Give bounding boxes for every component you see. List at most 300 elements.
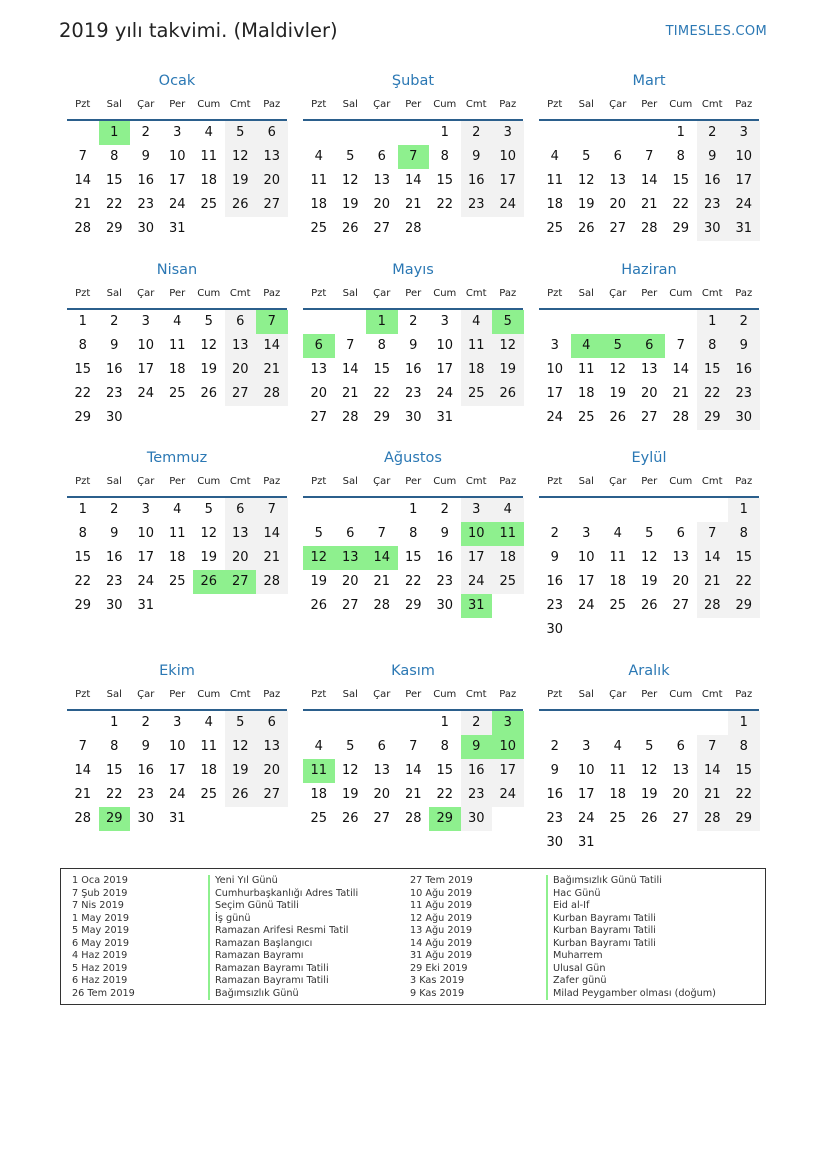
day: 15 bbox=[373, 362, 391, 377]
month-name: Şubat bbox=[391, 73, 435, 89]
day: 14 bbox=[404, 763, 422, 778]
day: 3 bbox=[550, 338, 559, 353]
day: 29 bbox=[672, 221, 690, 236]
day: 30 bbox=[703, 221, 721, 236]
day: 28 bbox=[341, 410, 359, 425]
day: 18 bbox=[168, 550, 186, 565]
day: 29 bbox=[735, 598, 753, 613]
day: 19 bbox=[310, 574, 328, 589]
weekday-label: Pzt bbox=[75, 99, 91, 110]
holiday-day: 5 bbox=[492, 310, 524, 334]
day: 6 bbox=[236, 502, 245, 517]
weekday-label: Sal bbox=[578, 288, 594, 299]
weekday-label: Çar bbox=[609, 99, 627, 110]
day: 22 bbox=[735, 787, 753, 802]
day: 15 bbox=[672, 173, 690, 188]
day: 2 bbox=[409, 314, 418, 329]
day: 24 bbox=[499, 197, 517, 212]
day: 13 bbox=[373, 763, 391, 778]
weekday-label: Paz bbox=[263, 99, 281, 110]
day: 24 bbox=[137, 574, 155, 589]
weekday-label: Cum bbox=[433, 99, 457, 110]
day: 16 bbox=[137, 173, 155, 188]
day: 3 bbox=[173, 715, 182, 730]
day: 10 bbox=[735, 149, 753, 164]
day: 25 bbox=[467, 386, 485, 401]
day: 7 bbox=[708, 739, 717, 754]
day: 29 bbox=[703, 410, 721, 425]
day: 8 bbox=[110, 739, 119, 754]
day: 29 bbox=[404, 598, 422, 613]
day: 5 bbox=[204, 502, 213, 517]
day: 18 bbox=[609, 574, 627, 589]
weekday-label: Cmt bbox=[465, 288, 487, 299]
day: 11 bbox=[310, 173, 328, 188]
legend-date: 9 Kas 2019 bbox=[410, 987, 465, 999]
day: 10 bbox=[436, 338, 454, 353]
day: 18 bbox=[200, 763, 218, 778]
day: 7 bbox=[645, 149, 654, 164]
holiday-day: 1 bbox=[366, 310, 398, 334]
day: 31 bbox=[168, 811, 186, 826]
weekday-header bbox=[539, 476, 759, 490]
day: 26 bbox=[310, 598, 328, 613]
day: 16 bbox=[546, 574, 564, 589]
weekday-label: Pzt bbox=[311, 689, 327, 700]
day: 14 bbox=[703, 763, 721, 778]
day: 5 bbox=[582, 149, 591, 164]
day: 15 bbox=[74, 550, 92, 565]
day: 21 bbox=[672, 386, 690, 401]
legend-holiday-name: Bağımsızlık Günü bbox=[208, 988, 299, 1001]
day: 8 bbox=[78, 338, 87, 353]
weekday-label: Cum bbox=[197, 476, 221, 487]
day: 28 bbox=[404, 811, 422, 826]
day: 23 bbox=[467, 197, 485, 212]
weekday-label: Sal bbox=[342, 288, 358, 299]
day: 25 bbox=[499, 574, 517, 589]
day: 9 bbox=[739, 338, 748, 353]
day: 20 bbox=[640, 386, 658, 401]
day: 19 bbox=[200, 362, 218, 377]
holiday-day: 26 bbox=[193, 570, 225, 594]
weekday-label: Per bbox=[405, 288, 422, 299]
weekday-label: Paz bbox=[499, 689, 517, 700]
day: 25 bbox=[200, 197, 218, 212]
weekday-label: Cmt bbox=[229, 476, 251, 487]
day: 18 bbox=[200, 173, 218, 188]
weekday-label: Çar bbox=[609, 689, 627, 700]
day: 20 bbox=[310, 386, 328, 401]
legend-date: 26 Tem 2019 bbox=[72, 987, 135, 999]
day: 30 bbox=[546, 835, 564, 850]
legend-date: 7 Şub 2019 bbox=[72, 887, 128, 899]
month-name: Ekim bbox=[159, 663, 195, 679]
day: 21 bbox=[263, 362, 281, 377]
day: 21 bbox=[703, 787, 721, 802]
day: 10 bbox=[168, 149, 186, 164]
day: 26 bbox=[640, 598, 658, 613]
legend-holiday-name: Ramazan Arifesi Resmi Tatil bbox=[208, 925, 349, 938]
day: 1 bbox=[409, 502, 418, 517]
weekday-label: Cum bbox=[197, 288, 221, 299]
day: 11 bbox=[200, 149, 218, 164]
holiday-day: 14 bbox=[366, 546, 398, 570]
day: 20 bbox=[341, 574, 359, 589]
holiday-day: 9 bbox=[461, 735, 493, 759]
day: 10 bbox=[546, 362, 564, 377]
day: 13 bbox=[373, 173, 391, 188]
month-name: Eylül bbox=[631, 450, 667, 466]
weekday-label: Per bbox=[169, 99, 186, 110]
holiday-day: 1 bbox=[99, 121, 131, 145]
day: 25 bbox=[200, 787, 218, 802]
legend-holiday-name: Hac Günü bbox=[546, 888, 601, 901]
weekday-label: Cum bbox=[669, 476, 693, 487]
day: 23 bbox=[546, 811, 564, 826]
day: 11 bbox=[168, 526, 186, 541]
day: 1 bbox=[440, 125, 449, 140]
day: 28 bbox=[263, 386, 281, 401]
day: 17 bbox=[499, 763, 517, 778]
day: 29 bbox=[105, 221, 123, 236]
day: 28 bbox=[74, 811, 92, 826]
day: 24 bbox=[577, 811, 595, 826]
day: 10 bbox=[137, 338, 155, 353]
weekday-label: Paz bbox=[735, 476, 753, 487]
day: 15 bbox=[703, 362, 721, 377]
day: 1 bbox=[110, 715, 119, 730]
month-name: Nisan bbox=[156, 262, 198, 278]
day: 1 bbox=[676, 125, 685, 140]
legend-holiday-name: Ramazan Başlangıcı bbox=[208, 938, 312, 951]
legend-date: 4 Haz 2019 bbox=[72, 950, 128, 961]
day: 15 bbox=[105, 763, 123, 778]
day: 22 bbox=[672, 197, 690, 212]
day: 21 bbox=[404, 787, 422, 802]
weekday-label: Paz bbox=[499, 476, 517, 487]
weekday-label: Cum bbox=[197, 99, 221, 110]
day: 22 bbox=[436, 787, 454, 802]
day: 11 bbox=[577, 362, 595, 377]
day: 20 bbox=[672, 787, 690, 802]
day: 18 bbox=[168, 362, 186, 377]
day: 19 bbox=[231, 173, 249, 188]
weekday-label: Per bbox=[641, 689, 658, 700]
weekday-label: Çar bbox=[373, 476, 391, 487]
day: 19 bbox=[341, 197, 359, 212]
weekday-header bbox=[67, 288, 287, 302]
day: 8 bbox=[377, 338, 386, 353]
legend-holiday-name: Yeni Yıl Günü bbox=[208, 875, 278, 888]
day: 4 bbox=[204, 125, 213, 140]
weekday-header bbox=[303, 689, 523, 703]
holiday-day: 3 bbox=[492, 711, 524, 735]
weekday-label: Paz bbox=[499, 288, 517, 299]
weekday-label: Sal bbox=[106, 99, 122, 110]
day: 12 bbox=[577, 173, 595, 188]
day: 27 bbox=[263, 787, 281, 802]
day: 8 bbox=[676, 149, 685, 164]
day: 5 bbox=[314, 526, 323, 541]
day: 19 bbox=[200, 550, 218, 565]
holiday-day: 6 bbox=[634, 334, 666, 358]
day: 2 bbox=[708, 125, 717, 140]
day: 13 bbox=[672, 763, 690, 778]
day: 23 bbox=[137, 787, 155, 802]
day: 5 bbox=[645, 526, 654, 541]
weekday-label: Çar bbox=[373, 99, 391, 110]
day: 12 bbox=[499, 338, 517, 353]
legend-date: 13 Ağu 2019 bbox=[410, 925, 473, 936]
day: 2 bbox=[141, 715, 150, 730]
day: 27 bbox=[609, 221, 627, 236]
day: 16 bbox=[467, 763, 485, 778]
day: 13 bbox=[310, 362, 328, 377]
legend-holiday-name: Zafer günü bbox=[546, 975, 607, 988]
day: 24 bbox=[436, 386, 454, 401]
day: 1 bbox=[440, 715, 449, 730]
page-title: 2019 yılı takvimi. (Maldivler) bbox=[59, 19, 338, 42]
legend-holiday-name: Seçim Günü Tatili bbox=[208, 900, 299, 913]
day: 15 bbox=[436, 763, 454, 778]
weekday-label: Sal bbox=[106, 689, 122, 700]
day: 11 bbox=[200, 739, 218, 754]
holiday-day: 5 bbox=[602, 334, 634, 358]
day: 6 bbox=[676, 739, 685, 754]
holiday-day: 4 bbox=[571, 334, 603, 358]
legend-holiday-name: Ulusal Gün bbox=[546, 963, 605, 976]
weekday-label: Paz bbox=[263, 288, 281, 299]
day: 8 bbox=[110, 149, 119, 164]
day: 22 bbox=[105, 197, 123, 212]
day: 31 bbox=[168, 221, 186, 236]
day: 14 bbox=[703, 550, 721, 565]
weekday-label: Sal bbox=[342, 99, 358, 110]
day: 10 bbox=[577, 550, 595, 565]
day: 22 bbox=[105, 787, 123, 802]
weekday-label: Pzt bbox=[75, 288, 91, 299]
day: 8 bbox=[440, 739, 449, 754]
weekday-label: Per bbox=[641, 99, 658, 110]
day: 2 bbox=[110, 502, 119, 517]
day: 28 bbox=[640, 221, 658, 236]
weekday-label: Çar bbox=[609, 288, 627, 299]
day: 11 bbox=[609, 550, 627, 565]
day: 9 bbox=[141, 149, 150, 164]
weekday-label: Paz bbox=[735, 288, 753, 299]
day: 17 bbox=[137, 362, 155, 377]
month-name: Kasım bbox=[391, 663, 435, 679]
day: 24 bbox=[577, 598, 595, 613]
weekday-label: Pzt bbox=[75, 476, 91, 487]
day: 25 bbox=[546, 221, 564, 236]
weekday-header bbox=[67, 99, 287, 113]
day: 3 bbox=[503, 125, 512, 140]
holiday-day: 29 bbox=[429, 807, 461, 831]
weekday-label: Pzt bbox=[311, 288, 327, 299]
day: 31 bbox=[137, 598, 155, 613]
day: 12 bbox=[231, 149, 249, 164]
day: 16 bbox=[467, 173, 485, 188]
day: 10 bbox=[577, 763, 595, 778]
day: 6 bbox=[613, 149, 622, 164]
day: 13 bbox=[263, 149, 281, 164]
day: 28 bbox=[404, 221, 422, 236]
day: 1 bbox=[739, 502, 748, 517]
day: 1 bbox=[708, 314, 717, 329]
weekday-label: Paz bbox=[499, 99, 517, 110]
day: 5 bbox=[645, 739, 654, 754]
day: 5 bbox=[236, 715, 245, 730]
weekday-label: Pzt bbox=[75, 689, 91, 700]
day: 20 bbox=[263, 173, 281, 188]
day: 21 bbox=[404, 197, 422, 212]
day: 22 bbox=[735, 574, 753, 589]
weekday-label: Per bbox=[169, 288, 186, 299]
month-name: Aralık bbox=[628, 663, 670, 679]
day: 9 bbox=[110, 338, 119, 353]
day: 16 bbox=[703, 173, 721, 188]
month-divider bbox=[539, 496, 759, 498]
day: 25 bbox=[609, 811, 627, 826]
weekday-label: Çar bbox=[137, 288, 155, 299]
day: 4 bbox=[314, 149, 323, 164]
day: 15 bbox=[404, 550, 422, 565]
day: 17 bbox=[546, 386, 564, 401]
day: 19 bbox=[577, 197, 595, 212]
day: 17 bbox=[577, 787, 595, 802]
day: 14 bbox=[74, 173, 92, 188]
month-name: Temmuz bbox=[146, 450, 208, 466]
day: 13 bbox=[231, 338, 249, 353]
weekday-label: Çar bbox=[137, 476, 155, 487]
month-name: Mayıs bbox=[392, 262, 434, 278]
day: 14 bbox=[74, 763, 92, 778]
legend-holiday-name: Kurban Bayramı Tatili bbox=[546, 925, 656, 938]
day: 4 bbox=[314, 739, 323, 754]
legend-date: 11 Ağu 2019 bbox=[410, 900, 473, 911]
day: 12 bbox=[200, 338, 218, 353]
day: 1 bbox=[78, 502, 87, 517]
day: 14 bbox=[640, 173, 658, 188]
weekday-header bbox=[67, 476, 287, 490]
day: 13 bbox=[640, 362, 658, 377]
day: 21 bbox=[74, 197, 92, 212]
day: 21 bbox=[640, 197, 658, 212]
day: 21 bbox=[703, 574, 721, 589]
legend-date: 29 Eki 2019 bbox=[410, 962, 468, 974]
day: 26 bbox=[577, 221, 595, 236]
weekday-label: Cmt bbox=[701, 99, 723, 110]
legend-date: 1 May 2019 bbox=[72, 912, 130, 924]
weekday-label: Cmt bbox=[229, 288, 251, 299]
weekday-label: Sal bbox=[106, 288, 122, 299]
day: 3 bbox=[582, 526, 591, 541]
day: 30 bbox=[105, 598, 123, 613]
weekday-label: Çar bbox=[373, 288, 391, 299]
weekday-label: Cum bbox=[433, 476, 457, 487]
day: 7 bbox=[346, 338, 355, 353]
day: 24 bbox=[168, 787, 186, 802]
day: 12 bbox=[341, 763, 359, 778]
day: 4 bbox=[503, 502, 512, 517]
day: 16 bbox=[105, 550, 123, 565]
day: 14 bbox=[672, 362, 690, 377]
weekday-label: Sal bbox=[578, 476, 594, 487]
day: 26 bbox=[231, 197, 249, 212]
weekday-label: Per bbox=[641, 288, 658, 299]
month-divider bbox=[539, 709, 759, 711]
weekday-header bbox=[539, 288, 759, 302]
day: 29 bbox=[74, 410, 92, 425]
weekday-label: Cmt bbox=[701, 288, 723, 299]
day: 19 bbox=[640, 787, 658, 802]
day: 5 bbox=[236, 125, 245, 140]
day: 6 bbox=[676, 526, 685, 541]
day: 17 bbox=[499, 173, 517, 188]
weekday-label: Cum bbox=[433, 689, 457, 700]
day: 4 bbox=[173, 502, 182, 517]
day: 3 bbox=[141, 314, 150, 329]
day: 7 bbox=[676, 338, 685, 353]
legend-holiday-name: Cumhurbaşkanlığı Adres Tatili bbox=[208, 888, 358, 901]
day: 9 bbox=[550, 550, 559, 565]
day: 9 bbox=[409, 338, 418, 353]
day: 15 bbox=[105, 173, 123, 188]
weekday-label: Pzt bbox=[547, 288, 563, 299]
day: 8 bbox=[409, 526, 418, 541]
day: 27 bbox=[373, 811, 391, 826]
weekday-header bbox=[539, 689, 759, 703]
holiday-day: 11 bbox=[492, 522, 524, 546]
day: 1 bbox=[78, 314, 87, 329]
month-name: Mart bbox=[632, 73, 666, 89]
day: 31 bbox=[436, 410, 454, 425]
day: 15 bbox=[735, 763, 753, 778]
day: 25 bbox=[609, 598, 627, 613]
weekday-label: Çar bbox=[137, 99, 155, 110]
day: 16 bbox=[105, 362, 123, 377]
day: 23 bbox=[137, 197, 155, 212]
legend-date: 14 Ağu 2019 bbox=[410, 937, 473, 949]
day: 19 bbox=[341, 787, 359, 802]
day: 7 bbox=[78, 149, 87, 164]
legend-holiday-name: Kurban Bayramı Tatili bbox=[546, 913, 656, 926]
day: 2 bbox=[739, 314, 748, 329]
day: 27 bbox=[231, 386, 249, 401]
holiday-day: 27 bbox=[225, 570, 257, 594]
day: 25 bbox=[577, 410, 595, 425]
day: 18 bbox=[467, 362, 485, 377]
day: 26 bbox=[640, 811, 658, 826]
day: 3 bbox=[141, 502, 150, 517]
day: 5 bbox=[204, 314, 213, 329]
day: 17 bbox=[137, 550, 155, 565]
day: 23 bbox=[703, 197, 721, 212]
brand-link[interactable]: TIMESLES.COM bbox=[665, 24, 767, 39]
day: 6 bbox=[346, 526, 355, 541]
day: 17 bbox=[577, 574, 595, 589]
day: 25 bbox=[168, 574, 186, 589]
legend-holiday-name: Muharrem bbox=[546, 950, 603, 963]
legend-date: 10 Ağu 2019 bbox=[410, 887, 473, 899]
day: 30 bbox=[105, 410, 123, 425]
day: 20 bbox=[231, 550, 249, 565]
day: 5 bbox=[346, 739, 355, 754]
day: 20 bbox=[672, 574, 690, 589]
legend-holiday-name: Eid al-If bbox=[546, 900, 589, 913]
